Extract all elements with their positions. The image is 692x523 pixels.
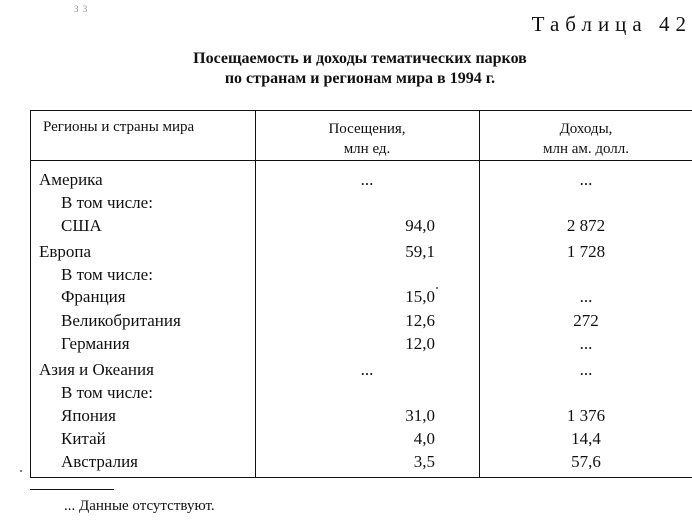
row-income: ... <box>579 360 593 379</box>
scan-mark: 3 3 <box>74 4 89 14</box>
column-header-visits-line-2: млн ед. <box>343 141 391 157</box>
column-header-visits-line-1: Посещения, <box>328 121 406 137</box>
row-visits: 59,1 <box>405 242 435 261</box>
row-visits: 94,0 <box>405 216 435 235</box>
row-label: В том числе: <box>61 193 153 212</box>
footnote: ... Данные отсутствуют. <box>64 498 215 514</box>
row-label: В том числе: <box>61 383 153 402</box>
table-row <box>31 405 692 427</box>
row-visits: 12,6 <box>405 311 435 330</box>
scan-speck <box>20 470 22 472</box>
data-table <box>30 110 692 478</box>
row-income: 2 872 <box>566 216 606 235</box>
table-row <box>31 451 692 473</box>
row-income: ... <box>579 170 593 189</box>
row-label: Европа <box>39 242 92 261</box>
row-visits: 31,0 <box>405 406 435 425</box>
row-income: 272 <box>573 311 599 330</box>
column-header-region: Регионы и страны мира <box>43 119 195 135</box>
table-row <box>31 382 692 404</box>
row-visits: ... <box>360 170 374 189</box>
table-row <box>31 333 692 355</box>
table-row <box>31 241 692 263</box>
table-row <box>31 192 692 214</box>
row-label: Китай <box>61 429 106 448</box>
column-header-visits <box>255 119 479 159</box>
table-number: Таблица 42 <box>531 12 692 36</box>
footnote-rule <box>30 489 114 490</box>
row-visits: 12,0 <box>405 334 435 353</box>
row-label: Германия <box>61 334 130 353</box>
row-income: 57,6 <box>571 452 601 471</box>
column-header-income-line-2: млн ам. долл. <box>542 141 630 157</box>
row-income: 14,4 <box>571 429 601 448</box>
row-label: Великобритания <box>61 311 181 330</box>
table-row <box>31 286 692 308</box>
table-row <box>31 359 692 381</box>
table-row <box>31 310 692 332</box>
row-visits: ... <box>360 360 374 379</box>
row-label: Франция <box>61 287 126 306</box>
scan-speck <box>436 287 438 289</box>
row-income: 1 376 <box>566 406 606 425</box>
column-header-income-line-1: Доходы, <box>559 121 613 137</box>
table-title-line-2: по странам и регионам мира в 1994 г. <box>224 70 496 87</box>
table-row <box>31 169 692 191</box>
row-label: Азия и Океания <box>39 360 154 379</box>
row-income: ... <box>579 287 593 306</box>
row-visits: 3,5 <box>413 452 435 471</box>
row-label: Австралия <box>61 452 138 471</box>
row-visits: 4,0 <box>413 429 435 448</box>
row-label: США <box>61 216 102 235</box>
column-header-income <box>479 119 692 159</box>
table-row <box>31 264 692 286</box>
row-label: Япония <box>61 406 116 425</box>
row-visits: 15,0 <box>405 287 435 306</box>
table-title-line-1: Посещаемость и доходы тематических парков <box>193 50 527 67</box>
table-row <box>31 428 692 450</box>
row-label: Америка <box>39 170 103 189</box>
row-income: ... <box>579 334 593 353</box>
row-income: 1 728 <box>566 242 606 261</box>
row-label: В том числе: <box>61 265 153 284</box>
table-row <box>31 215 692 237</box>
header-divider <box>31 160 692 161</box>
